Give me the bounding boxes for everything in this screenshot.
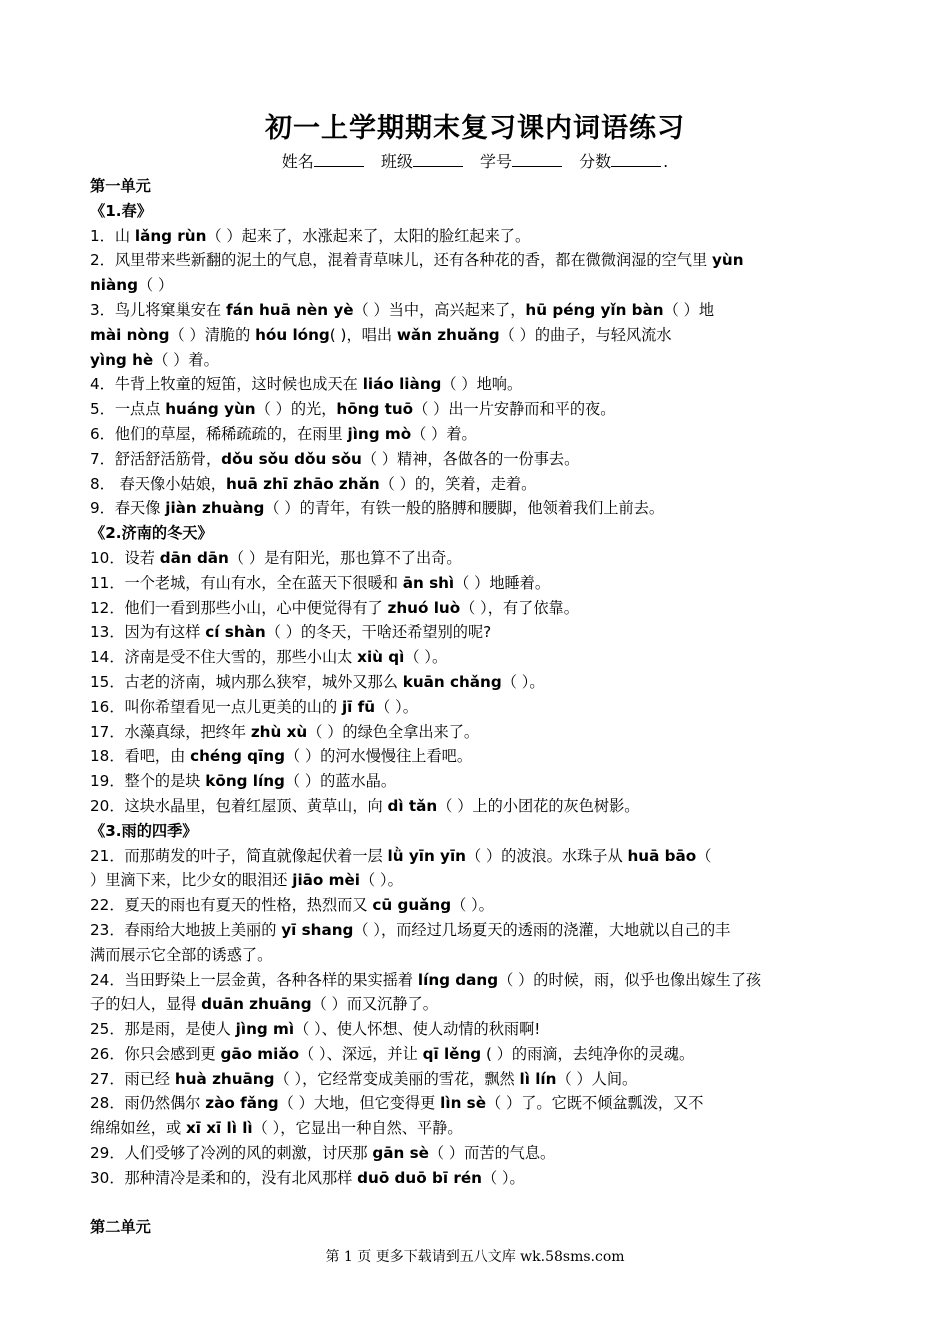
exercise-line: 15．古老的济南，城内那么狭窄，城外又那么 kuān chǎng（ ）。 — [90, 672, 545, 691]
pinyin-text: hū péng yǐn bàn — [525, 300, 664, 319]
exercise-line: ）里滴下来，比少女的眼泪还 jiāo mèi（ ）。 — [90, 871, 403, 890]
pinyin-text: kōng líng — [205, 772, 285, 791]
pinyin-text: cū guǎng — [372, 896, 452, 915]
pinyin-text: kuān chǎng — [402, 672, 502, 691]
exercise-line: 23．春雨给大地披上美丽的 yī shang（ ），而经过几场夏天的透雨的浇灌，大地就以自己的丰 — [90, 920, 731, 939]
exercise-line: 11．一个老城，有山有水，全在蓝天下很暖和 ān shì（ ）地睡着。 — [90, 573, 551, 592]
exercise-line: 21．而那萌发的叶子，简直就像起伏着一层 lǜ yīn yīn（ ）的波浪。水珠子从 huā bāo（ — [90, 846, 712, 865]
pinyin-text: líng dang — [417, 970, 499, 989]
exercise-line: 19．整个的是块 kōng líng（ ）的蓝水晶。 — [90, 772, 397, 791]
end-mark: . — [663, 152, 669, 171]
pinyin-text: huā zhī zhāo zhǎn — [226, 474, 380, 493]
pinyin-text: hóu lóng — [255, 325, 330, 344]
page-footer: 第 1 页 更多下载请到五八文库 wk.58sms.com — [325, 1249, 625, 1265]
pinyin-text: yī shang — [281, 920, 354, 939]
score-label: 分数 — [579, 152, 612, 171]
pinyin-text: duān zhuāng — [201, 995, 312, 1014]
pinyin-text: jī fū — [341, 697, 376, 716]
exercise-line: 4．牛背上牧童的短笛，这时候也成天在 liáo liàng（ ）地响。 — [90, 375, 523, 394]
exercise-line: 12．他们一看到那些小山，心中便觉得有了 zhuó luò（ ），有了依靠。 — [90, 598, 579, 617]
pinyin-text: hōng tuō — [336, 400, 414, 419]
exercise-line: 3．鸟儿将窠巢安在 fán huā nèn yè（ ）当中，高兴起来了，hū péng yǐn bàn（ ）地 — [90, 300, 715, 319]
exercise-line: 22．夏天的雨也有夏天的性格，热烈而又 cū guǎng（ ）。 — [90, 896, 494, 915]
exercise-line: 满而展示它全部的诱惑了。 — [90, 945, 273, 964]
exercise-line: 16．叫你希望看见一点儿更美的山的 jī fū（ ）。 — [90, 697, 418, 716]
exercise-line: 7．舒活舒活筋骨，dǒu sǒu dǒu sǒu（ ）精神，各做各的一份事去。 — [90, 449, 580, 468]
class-blank — [413, 152, 463, 167]
pinyin-text: xiù qì — [357, 648, 405, 667]
pinyin-text: dì tǎn — [387, 796, 438, 815]
pinyin-text: cí shàn — [205, 623, 266, 642]
pinyin-text: niàng — [90, 276, 138, 295]
pinyin-text: jìng mì — [235, 1020, 295, 1039]
pinyin-text: huā bāo — [627, 846, 697, 865]
pinyin-text: gāo miǎo — [220, 1044, 300, 1063]
pinyin-text: yìng hè — [90, 350, 154, 369]
exercise-content — [90, 174, 860, 1240]
id-blank — [512, 152, 562, 167]
exercise-line: 26．你只会感到更 gāo miǎo（ ）、深远，并让 qī lěng ( ）的雨滴，去纯净你的灵魂。 — [90, 1044, 695, 1063]
pinyin-text: duō duō bī rén — [357, 1168, 482, 1187]
pinyin-text: huáng yùn — [165, 400, 256, 419]
exercise-line: 10．设若 dān dān（ ）是有阳光，那也算不了出奇。 — [90, 548, 462, 567]
name-label: 姓名 — [281, 152, 314, 171]
page-title: 初一上学期期末复习课内词语练习 — [265, 113, 685, 144]
exercise-line: 9．春天像 jiàn zhuàng（ ）的青年，有铁一般的胳膊和腰脚，他领着我们上前去。 — [90, 499, 665, 518]
exercise-line: 13．因为有这样 cí shàn（ ）的冬天，干啥还希望别的呢? — [90, 623, 492, 642]
pinyin-text: jiàn zhuàng — [165, 499, 265, 518]
pinyin-text: lǜ yīn yīn — [387, 846, 466, 865]
exercise-line: mài nòng（ ）清脆的 hóu lóng( )，唱出 wǎn zhuǎng（ ）的曲子，与轻风流水 — [90, 325, 672, 344]
exercise-line: 8． 春天像小姑娘，huā zhī zhāo zhǎn（ ）的，笑着，走着。 — [90, 474, 537, 493]
unit-heading: 第二单元 — [90, 1218, 151, 1237]
lesson-title: 《1.春》 — [90, 201, 152, 220]
pinyin-text: yùn — [712, 251, 744, 270]
pinyin-text: dǒu sǒu dǒu sǒu — [221, 449, 362, 468]
class-label: 班级 — [380, 152, 413, 171]
exercise-line: 29．人们受够了冷冽的风的刺激，讨厌那 gān sè（ ）而苦的气息。 — [90, 1144, 556, 1163]
pinyin-text: qī lěng — [422, 1044, 482, 1063]
pinyin-text: ān shì — [402, 573, 455, 592]
pinyin-text: xī xī lì lì — [185, 1119, 253, 1138]
lesson-title: 《3.雨的四季》 — [90, 821, 198, 840]
student-info-row — [0, 149, 950, 172]
exercise-line: 绵绵如丝，或 xī xī lì lì（ ），它显出一种自然、平静。 — [90, 1119, 463, 1138]
pinyin-text: gān sè — [372, 1144, 429, 1163]
pinyin-text: jìng mò — [347, 424, 412, 443]
pinyin-text: lǎng rùn — [134, 226, 207, 245]
exercise-line: 20．这块水晶里，包着红屋顶、黄草山，向 dì tǎn（ ）上的小团花的灰色树影。 — [90, 796, 640, 815]
pinyin-text: dān dān — [159, 548, 229, 567]
name-blank — [314, 152, 364, 167]
exercise-line: 1．山 lǎng rùn（ ）起来了，水涨起来了，太阳的脸红起来了。 — [90, 226, 531, 245]
exercise-line: 17．水藻真绿，把终年 zhù xù（ ）的绿色全拿出来了。 — [90, 722, 480, 741]
pinyin-text: chéng qīng — [190, 747, 285, 766]
exercise-line: 子的妇人，显得 duān zhuāng（ ）而又沉静了。 — [90, 995, 438, 1014]
exercise-line: 25．那是雨，是使人 jìng mì（ ）、使人怀想、使人动情的秋雨啊! — [90, 1020, 541, 1039]
exercise-line: 27．雨已经 huà zhuāng（ ），它经常变成美丽的雪花，飘然 lì lín（ ）人间。 — [90, 1069, 638, 1088]
exercise-line: 28．雨仍然偶尔 zào fǎng（ ）大地，但它变得更 lìn sè（ ）了。它既不倾盆瓢泼，又不 — [90, 1094, 704, 1113]
exercise-line: 2．风里带来些新翻的泥土的气息，混着青草味儿，还有各种花的香，都在微微润湿的空气里 yùn — [90, 251, 744, 270]
pinyin-text: zhuó luò — [387, 598, 461, 617]
lesson-title: 《2.济南的冬天》 — [90, 524, 213, 543]
score-blank — [611, 152, 661, 167]
pinyin-text: lì lín — [519, 1069, 557, 1088]
id-label: 学号 — [480, 152, 513, 171]
pinyin-text: zhù xù — [250, 722, 308, 741]
unit-heading: 第一单元 — [90, 177, 151, 195]
exercise-line: niàng（ ） — [90, 276, 174, 295]
exercise-line: 6．他们的草屋，稀稀疏疏的，在雨里 jìng mò（ ）着。 — [90, 424, 477, 443]
pinyin-text: jiāo mèi — [292, 871, 360, 890]
exercise-line: 30．那种清冷是柔和的，没有北风那样 duō duō bī rén（ ）。 — [90, 1168, 525, 1187]
pinyin-text: huà zhuāng — [174, 1069, 275, 1088]
spacer — [90, 1191, 860, 1216]
pinyin-text: liáo liàng — [362, 375, 442, 394]
pinyin-text: fán huā nèn yè — [226, 300, 354, 319]
pinyin-text: lìn sè — [440, 1094, 487, 1113]
exercise-line: 24．当田野染上一层金黄，各种各样的果实摇着 líng dang（ ）的时候，雨，似乎也像出嫁生了孩 — [90, 970, 762, 989]
exercise-line: 18．看吧，由 chéng qīng（ ）的河水慢慢往上看吧。 — [90, 747, 473, 766]
exercise-line: yìng hè（ ）着。 — [90, 350, 219, 369]
pinyin-text: mài nòng — [90, 325, 170, 344]
exercise-line: 14．济南是受不住大雪的，那些小山太 xiù qì（ ）。 — [90, 648, 448, 667]
pinyin-text: zào fǎng — [205, 1094, 279, 1113]
exercise-line: 5．一点点 huáng yùn（ ）的光，hōng tuō（ ）出一片安静而和平的夜。 — [90, 400, 616, 419]
pinyin-text: wǎn zhuǎng — [396, 325, 500, 344]
